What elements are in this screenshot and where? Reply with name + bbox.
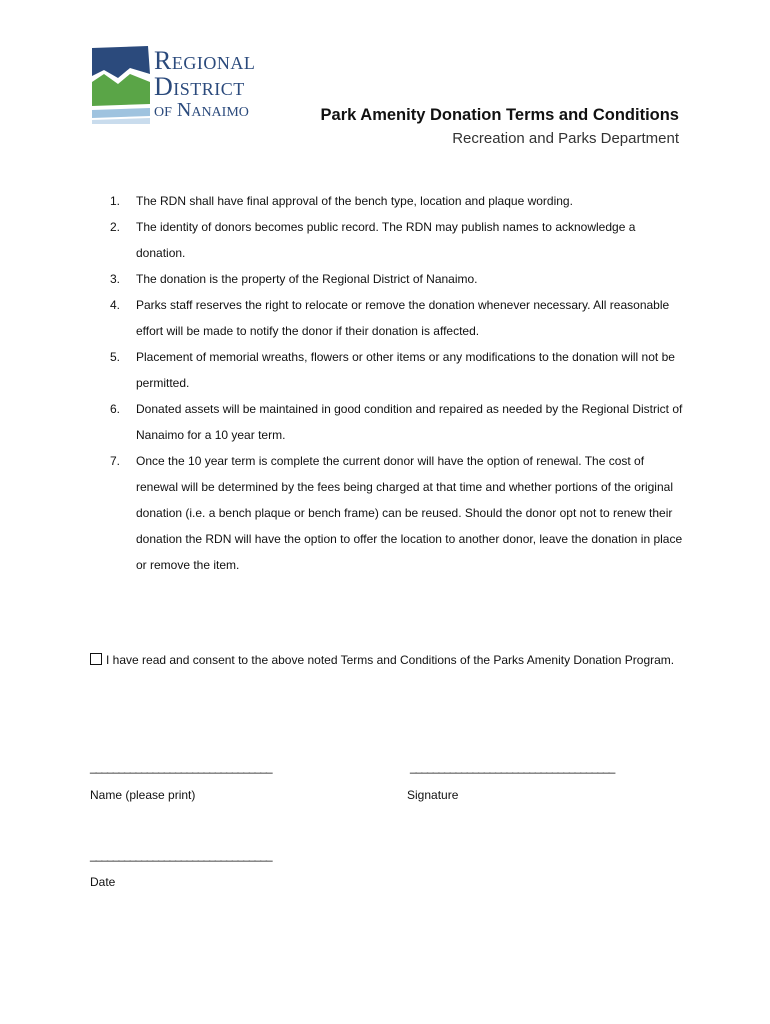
term-text: The identity of donors becomes public record. The RDN may publish names to acknowledge a donation. (136, 220, 636, 260)
date-label: Date (90, 875, 116, 889)
term-text: Once the 10 year term is complete the current donor will have the option of renewal. The cost of renewal will be determined by the fees being charged at that time and whether portions of the original donation (i.e. a bench plaque or bench frame) can be reused. Should the donor opt not to renew their donation the RDN will have the option to offer the location to another donor, leave the donation in place or remove the item. (136, 454, 683, 572)
list-item (110, 292, 685, 344)
consent-checkbox[interactable] (90, 653, 102, 665)
signature-label: Signature (407, 788, 459, 802)
term-text: The RDN shall have final approval of the bench type, location and plaque wording. (136, 194, 573, 208)
term-number: 5. (110, 350, 121, 364)
term-number: 2. (110, 220, 121, 234)
list-item (110, 266, 685, 292)
list-item (110, 396, 685, 448)
page-title: Park Amenity Donation Terms and Conditions (320, 106, 679, 124)
logo-line-3: of Nanaimo (154, 99, 249, 121)
consent-text: I have read and consent to the above noted Terms and Conditions of the Parks Amenity Donation Program. (106, 653, 675, 667)
term-number: 7. (110, 454, 121, 468)
signature-field-line[interactable]: ____________________________________ (410, 760, 615, 774)
name-label: Name (please print) (90, 788, 196, 802)
date-field-line[interactable]: ________________________________ (90, 848, 272, 862)
term-number: 3. (110, 272, 121, 286)
mountain-logo-icon (90, 44, 152, 126)
list-item (110, 448, 685, 578)
name-field-line[interactable]: ________________________________ (90, 760, 272, 774)
term-number: 1. (110, 194, 121, 208)
term-number: 6. (110, 402, 121, 416)
rdn-logo (90, 44, 280, 126)
page-subtitle: Recreation and Parks Department (452, 130, 679, 147)
terms-list (110, 188, 685, 578)
term-text: Parks staff reserves the right to relocate or remove the donation whenever necessary. All reasonable effort will be made to notify the donor if their donation is affected. (136, 298, 670, 338)
consent-statement (90, 650, 680, 670)
term-number: 4. (110, 298, 121, 312)
list-item (110, 188, 685, 214)
term-text: The donation is the property of the Regional District of Nanaimo. (136, 272, 478, 286)
term-text: Donated assets will be maintained in good condition and repaired as needed by the Regional District of Nanaimo for a 10 year term. (136, 402, 683, 442)
term-text: Placement of memorial wreaths, flowers or other items or any modifications to the donation will not be permitted. (136, 350, 675, 390)
list-item (110, 344, 685, 396)
list-item (110, 214, 685, 266)
logo-line-1: Regional (154, 46, 256, 75)
logo-line-2: District (154, 72, 245, 101)
